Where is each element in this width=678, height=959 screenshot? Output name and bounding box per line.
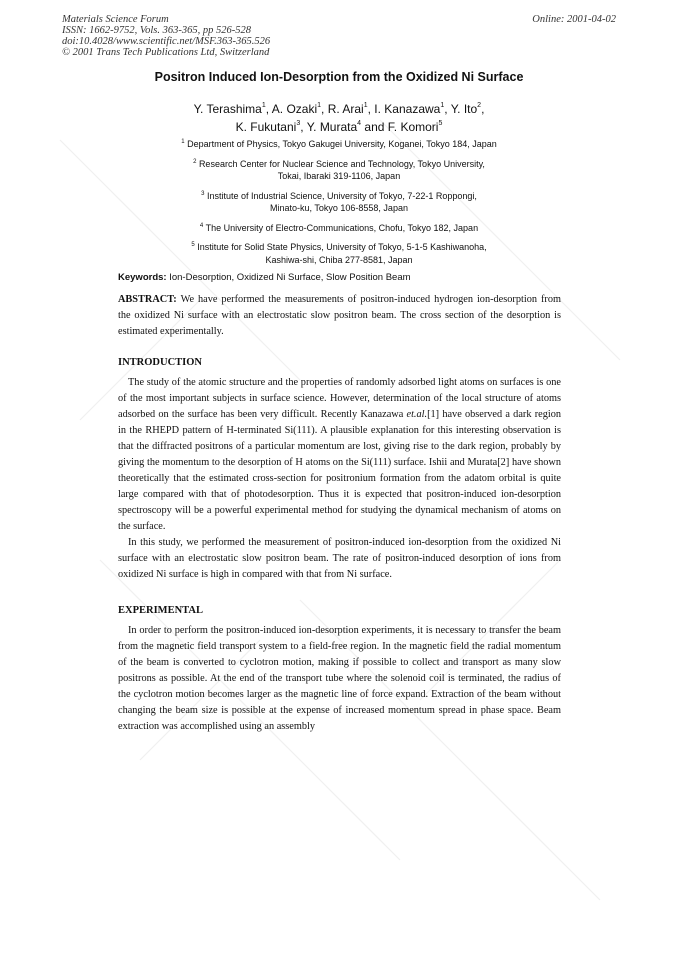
experimental-body bbox=[118, 623, 561, 735]
keywords bbox=[118, 272, 561, 283]
doi-line[interactable]: doi:10.4028/www.scientific.net/MSF.363-365.526 bbox=[62, 36, 271, 47]
experimental-heading: EXPERIMENTAL bbox=[118, 605, 203, 616]
introduction-heading: INTRODUCTION bbox=[118, 357, 203, 368]
author: R. Arai bbox=[327, 102, 364, 116]
affiliation: $^4$ The University of Electro-Communications, Chofu, Tokyo 182, Japan bbox=[199, 222, 479, 233]
abstract-label: ABSTRACT: bbox=[118, 294, 177, 305]
keywords-text: Ion-Desorption, Oxidized Ni Surface, Slow Position Beam bbox=[169, 272, 411, 283]
author: I. Kanazawa bbox=[374, 102, 441, 116]
paper-title: Positron Induced Ion-Desorption from the Oxidized Ni Surface bbox=[154, 70, 524, 84]
author-line-1: Y. Terashima$^1$, A. Ozaki$^1$, R. Arai$^1$, I. Kanazawa$^1$, Y. Ito$^2$, bbox=[193, 102, 485, 116]
author: Y. Ito bbox=[450, 102, 478, 116]
journal-name: Materials Science Forum bbox=[62, 14, 169, 25]
paragraph: In order to perform the positron-induced ion-desorption experiments, it is necessary to transfer the beam from the magnetic field transport system to a field-free region. In the magnetic field the radial momentum of the beam is converted to cyclotron motion, making if possible to collect and transport as many slow positrons as possible. At the end of the transport tube where the solenoid coil is terminated, the radius of the cyclotron motion becomes larger as the magnetic line of force expand. Extraction of the beam without changing the beam size is possible at the expense of increased momentum spread in phase space. Beam extraction was accomplished using an assembly bbox=[118, 625, 561, 732]
affiliations bbox=[120, 136, 558, 271]
copyright-line: © 2001 Trans Tech Publications Ltd, Switzerland bbox=[62, 47, 270, 58]
author-list bbox=[90, 99, 588, 135]
issn-line: ISSN: 1662-9752, Vols. 363-365, pp 526-528 bbox=[62, 25, 251, 36]
online-date: Online: 2001-04-02 bbox=[532, 14, 616, 25]
journal-header bbox=[62, 14, 270, 58]
author: Y. Terashima bbox=[193, 102, 262, 116]
keywords-label: Keywords: bbox=[118, 272, 167, 283]
affiliation: $^2$ Research Center for Nuclear Science and Technology, Tokyo University, Tokai, Ibaraki 319-1106, Japan bbox=[193, 158, 485, 181]
affiliation: $^5$ Institute for Solid State Physics, University of Tokyo, 5-1-5 Kashiwanoha, Kashiwa-shi, Chiba 277-8581, Japan bbox=[191, 242, 487, 265]
abstract-text: We have performed the measurements of positron-induced hydrogen ion-desorption from the oxidized Ni surface with an electrostatic slow positron beam. The cross section of the desorption is estimated experimentally. bbox=[118, 294, 562, 337]
author: A. Ozaki bbox=[271, 102, 318, 116]
abstract bbox=[118, 292, 561, 340]
paragraph: In this study, we performed the measurement of positron-induced ion-desorption from the oxidized Ni surface with an electrostatic slow positron beam. The rate of positron-induced desorption of ions from oxidized Ni surface is high in compared with that from Ni surface. bbox=[118, 537, 561, 580]
author: K. Fukutani bbox=[235, 120, 297, 134]
paragraph: The study of the atomic structure and the properties of randomly adsorbed light atoms on surfaces is one of the most important subjects in surface science. However, determination of the local structure of atoms adsorbed on the surface has been very difficult. Recently Kanazawa et.al.[1] have observed a dark region in the RHEPD pattern of H-terminated Si(111). A plausible explanation for this interesting observation is that the diffracted positrons of a particular momentum are lost, giving rise to the dark region, probably by giving the momentum to the desorption of H atoms on the Si(111) surface. Ishii and Murata[2] have shown theoretically that the estimated cross-section for positronium formation from the adatom orbital is quite large compared with that of photodesorption. Thus it is expected that positron-induced ion-desorption spectroscopy will be a powerful experimental method for studying the dynamical mechanism of atoms on the surface. bbox=[118, 377, 561, 532]
introduction-body bbox=[118, 375, 561, 583]
author: Y. Murata bbox=[306, 120, 358, 134]
author: F. Komori bbox=[387, 120, 439, 134]
affiliation: $^3$ Institute of Industrial Science, University of Tokyo, 7-22-1 Roppongi, Minato-ku, Tokyo 106-8558, Japan bbox=[201, 190, 477, 213]
affiliation: $^1$ Department of Physics, Tokyo Gakugei University, Koganei, Tokyo 184, Japan bbox=[181, 139, 497, 149]
author-line-2: K. Fukutani$^3$, Y. Murata$^4$ and F. Komori$^5$ bbox=[235, 120, 443, 134]
